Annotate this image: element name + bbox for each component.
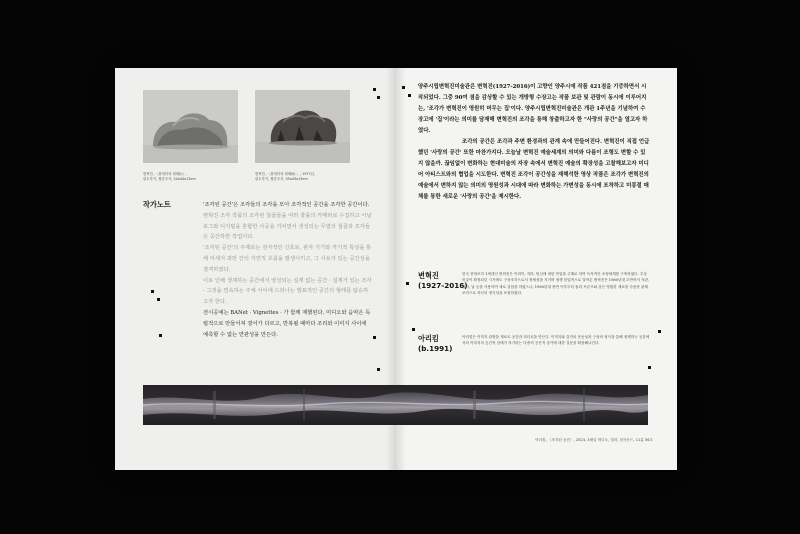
decorative-dot [648,366,651,369]
decorative-dot [406,282,409,285]
bio-text-artist: 한국 현대조각 1세대인 변혁진은 이력이, 자하, 틸심에 대한 작업을 주제로 하여 독자적인 조형세계를 구축하였다. 추상미술이 확장되던 시기에도 구상조각으로서 정체성을 지키며 평생 한업적으로 살아온 변혁진은 1960년대 초반까지 석관, 철사, 납 등을 사용하여 새로 실험을 하였으나, 1960년대 중반 이후부터 돌과 브론즈와 같은 영원한 재료를 사용한 관체 조각으로 자신의 영식성을 포함하였다. [462,272,650,296]
decorative-dot [373,88,376,91]
artwork-credit: 아리킴, 〈조각된 공간〉, 2023, 3채널 비디오, 컬러, 한사운드, 11분 56초 [535,438,653,442]
decorative-dot [157,298,160,301]
decorative-dot [373,336,376,339]
intro-paragraph: 양주시립변혁진미술관은 변혁진(1927-2016)이 고향인 양주시에 작품 421점을 기증하면서 시작되었다. 그중 90여 점을 감상할 수 있는 개방형 수장고는 작품 보관 및 관람이 동시에 이루어지는, '조각가 변혁진이 영원히 머무는 집'이다. 양주시립변혁진미술관은 개관 1주년을 기념하여 수장고에 '집'이라는 의미를 담재해 변혁진의 조각을 통해 창출하고자 한 "사랑의 공간"을 열고자 하였다. [418,84,648,134]
sculpture-photo-1 [143,90,238,163]
decorative-dot [377,368,380,371]
bio-text-media-artist: 아리킴은 이미지 관찰을 재료로 공간과 리더로을 만든다. 이미지와 감각의 운동성과 구성의 형식을 통해 정체하는 공감에서의 이미지의 공간적 상태가 자가하는 다중의 공간적 상가에 대한 질문을 확장해나간다. [462,335,650,346]
decorative-dot [412,328,415,331]
note-paragraph: 변혁진 조각 작품의 조각된 철골들을 여러 콜롤의 카메라로 수집하고 아날로그와 디지털을 혼합한 사공을 거치면서 생성되는 무엽의 철골과 조각들은 공간하한 작업이다. [203,212,372,241]
artist-note-heading: 작가노트 [143,200,171,209]
note-paragraph: 전시공예는 BANet · Vignettes · 가 함께 제했된다. 미디오와 음악은 독립적으로 만들어져 결어가 다르고, 반복될 때마다 조리와 이미지 사이에 예측할 수 없는 연관성을 만든다. [203,309,371,338]
note-paragraph: '조각된 공간'은 조각들의 조각을 모아 조각적인 공간을 조각한 공간이다. [203,202,370,208]
note-paragraph: 이로 인해 생재하는 공간에서 영성되는 설계 없는 공간 · 설계가 있는 조각 · 그것을 연속하는 주체 사이에 드러나는 발표적인 공간의 형태를 탐승하고자 한다. [203,277,372,306]
sculpture-photo-2 [255,90,350,163]
brochure-spread [115,68,677,470]
artist-note-body [203,200,373,340]
decorative-dot [377,96,380,99]
decorative-dot [402,86,405,89]
note-paragraph: '조각된 공간'의 주제로는 전자적인 신호로, 관자 기기와 카기적 특성을 통해 미세지 과만 간의 자연적 흐름을 발생시키고, 그 사유가 있는 공간성을 결격하였다. [203,245,372,273]
photo-caption-2: 변혁진, 〈품엉터의 형태(Ⅱ) 〉, 1977년, 령도자기, 협층주사, 35x43x19cm [255,172,316,182]
decorative-dot [658,330,661,333]
intro-paragraph: 조각의 공간은 조각과 주변 환경과의 관계 속에 만들어진다. 변혁진이 직접 언급했던 '사랑의 공간' 또한 마찬가지다. 오늘날 변혁진 예술세계의 의미와 다름이 조형도 변할 수 있지 않을까. 끊임없이 변화하는 현대미술의 자장 속에서 변혁진 예술의 확장성을 고찰해보고자 미디어 아티스트와의 협업을 시도한다. 변혁진 조각이 공간성을 재해석한 영상 작품은 조각가 변혁진의 예술에서 변하지 않는 의미의 영원성과 시대에 따라 변화하는 가변성을 동시에 포착하고 미몽절 매체를 통한 새로운 '사랑의 공간'을 제시한다. [418,139,650,200]
decorative-dot [408,94,411,97]
decorative-dot [159,334,162,337]
decorative-dot [151,290,154,293]
video-still-strip [143,385,648,425]
bio-name-artist: 변혁진 (1927-2016) [418,271,468,290]
bio-name-media-artist: 아리킴 (b.1991) [418,334,453,353]
museum-intro [418,82,650,203]
photo-caption-1: 변혁진, 〈품엉터의 형태(Ⅰ)〉, 령도자기, 협층주사, 24x44x13cm [143,172,196,182]
